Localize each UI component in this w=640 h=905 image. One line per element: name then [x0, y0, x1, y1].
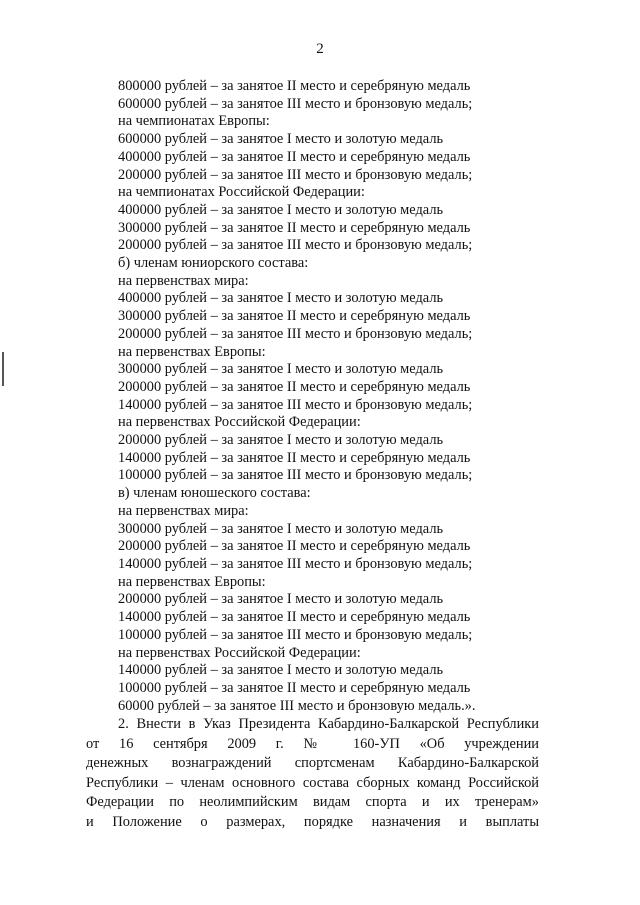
award-line: 200000 рублей – за занятое III место и бронзовую медаль; [118, 325, 473, 342]
award-line: 400000 рублей – за занятое II место и серебряную медаль [118, 148, 471, 165]
award-line: 100000 рублей – за занятое III место и бронзовую медаль; [118, 467, 473, 484]
section-heading: на чемпионатах Европы: [118, 113, 270, 130]
paragraph-line: Федерации по неолимпийским видам спорта и их тренерам» [86, 794, 539, 811]
award-line: 60000 рублей – за занятое III место и бронзовую медаль.». [118, 697, 476, 714]
award-line: 200000 рублей – за занятое III место и бронзовую медаль; [118, 237, 473, 254]
amendment-paragraph [86, 715, 539, 833]
award-line: 400000 рублей – за занятое I место и золотую медаль [118, 290, 444, 307]
paragraph-line: 2. Внести в Указ Президента Кабардино-Балкарской Республики [118, 716, 539, 732]
award-line: 100000 рублей – за занятое II место и серебряную медаль [118, 679, 471, 696]
paragraph-line: денежных вознаграждений спортсменам Кабардино-Балкарской [86, 755, 539, 772]
section-heading: на первенствах Российской Федерации: [118, 644, 361, 661]
award-line: 300000 рублей – за занятое II место и серебряную медаль [118, 308, 471, 325]
award-line: 140000 рублей – за занятое III место и бронзовую медаль; [118, 555, 473, 572]
category-heading: б) членам юниорского состава: [118, 255, 309, 272]
award-line: 800000 рублей – за занятое II место и серебряную медаль [118, 78, 471, 94]
award-line: 600000 рублей – за занятое III место и бронзовую медаль; [118, 95, 473, 112]
section-heading: на первенствах мира: [118, 272, 249, 289]
award-line: 300000 рублей – за занятое I место и золотую медаль [118, 361, 444, 378]
award-line: 300000 рублей – за занятое II место и серебряную медаль [118, 219, 471, 236]
award-line: 300000 рублей – за занятое I место и золотую медаль [118, 520, 444, 537]
award-line: 400000 рублей – за занятое I место и золотую медаль [118, 201, 444, 218]
paragraph-line: и Положение о размерах, порядке назначения и выплаты [86, 813, 539, 830]
award-line: 200000 рублей – за занятое I место и золотую медаль [118, 432, 444, 449]
award-line: 200000 рублей – за занятое II место и серебряную медаль [118, 538, 471, 555]
award-line: 140000 рублей – за занятое III место и бронзовую медаль; [118, 396, 473, 413]
award-line: 140000 рублей – за занятое I место и золотую медаль [118, 662, 444, 679]
page-number: 2 [316, 41, 324, 57]
award-line: 100000 рублей – за занятое III место и бронзовую медаль; [118, 626, 473, 643]
section-heading: на чемпионатах Российской Федерации: [118, 184, 365, 201]
section-heading: на первенствах Российской Федерации: [118, 414, 361, 431]
award-line: 200000 рублей – за занятое III место и бронзовую медаль; [118, 166, 473, 183]
section-heading: на первенствах мира: [118, 502, 249, 519]
scan-margin-mark [2, 352, 4, 386]
paragraph-line: от 16 сентября 2009 г. № 160-УП «Об учреждении [86, 735, 539, 752]
section-heading: на первенствах Европы: [118, 573, 266, 590]
section-heading: на первенствах Европы: [118, 343, 266, 360]
award-line: 140000 рублей – за занятое II место и серебряную медаль [118, 449, 471, 466]
award-line: 140000 рублей – за занятое II место и серебряную медаль [118, 609, 471, 626]
award-line: 600000 рублей – за занятое I место и золотую медаль [118, 131, 444, 148]
paragraph-line: Республики – членам основного состава сборных команд Российской [86, 774, 539, 791]
award-list [118, 78, 538, 715]
category-heading: в) членам юношеского состава: [118, 485, 311, 502]
award-line: 200000 рублей – за занятое I место и золотую медаль [118, 591, 444, 608]
award-line: 200000 рублей – за занятое II место и серебряную медаль [118, 378, 471, 395]
